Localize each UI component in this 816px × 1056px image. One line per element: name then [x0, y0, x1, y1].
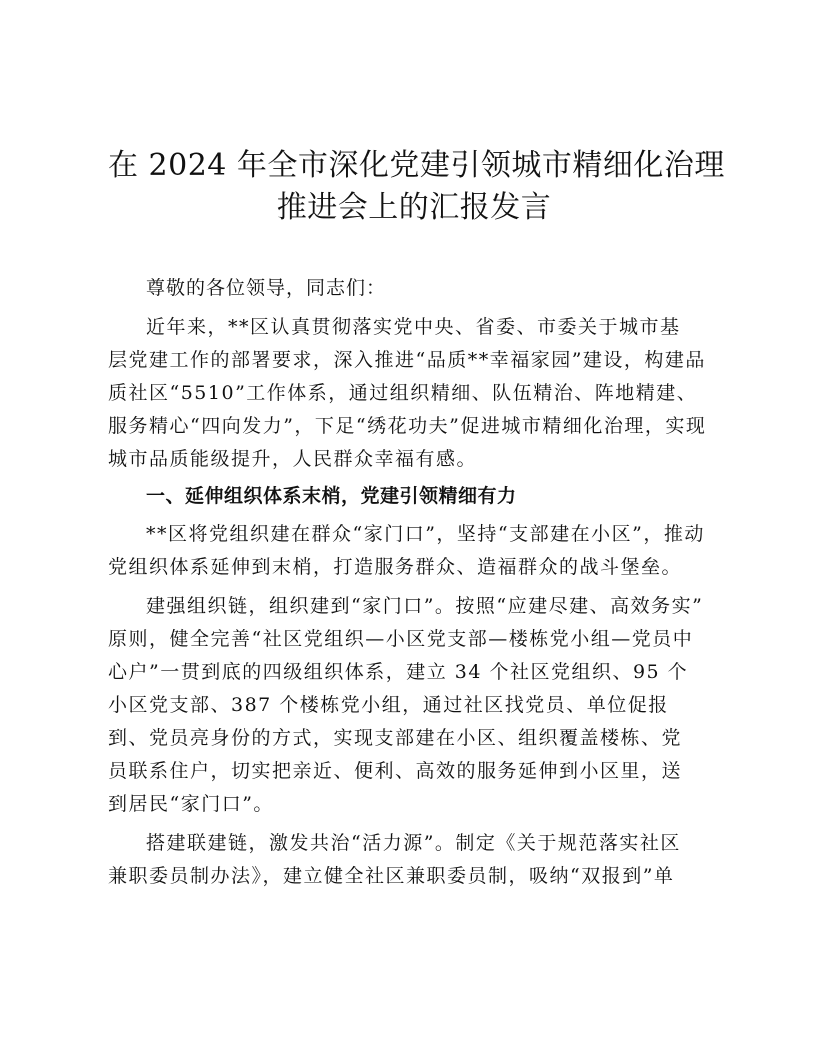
intro-line-2: 层党建工作的部署要求，深入推进“品质**幸福家园”建设，构建品 — [108, 349, 706, 371]
section-1-intro-line-2: 党组织体系延伸到末梢，打造服务群众、造福群众的战斗堡垒。 — [108, 556, 683, 578]
document-page — [108, 145, 725, 893]
section-1-intro-paragraph — [108, 518, 720, 584]
title-line-1: 在 2024 年全市深化党建引领城市精细化治理 — [108, 148, 725, 183]
section-1-paragraph-3 — [108, 827, 720, 893]
intro-line-3: 质社区“5510”工作体系，通过组织精细、队伍精治、阵地精建、 — [108, 382, 698, 404]
section-1-paragraph-2 — [108, 590, 720, 821]
section-1-para3-line-2: 兼职委员制办法》，建立健全社区兼职委员制，吸纳“双报到”单 — [108, 865, 675, 887]
intro-line-5: 城市品质能级提升，人民群众幸福有感。 — [108, 448, 478, 470]
title-line-2: 推进会上的汇报发言 — [276, 190, 552, 225]
section-1-para2-line-5: 到、党员亮身份的方式，实现支部建在小区、组织覆盖楼栋、党 — [108, 727, 683, 749]
salutation: 尊敬的各位领导，同志们： — [146, 277, 387, 299]
document-title — [108, 145, 725, 229]
section-1-para2-line-6: 员联系住户，切实把亲近、便利、高效的服务延伸到小区里，送 — [108, 760, 683, 782]
section-1-para2-line-7: 到居民“家门口”。 — [108, 793, 274, 815]
section-1-intro-line-1: **区将党组织建在群众“家门口”，坚持“支部建在小区”，推动 — [146, 523, 705, 545]
intro-line-1: 近年来，**区认真贯彻落实党中央、省委、市委关于城市基 — [146, 316, 681, 338]
section-1-para2-line-1: 建强组织链，组织建到“家门口”。按照“应建尽建、高效务实” — [146, 595, 704, 617]
section-1-para2-line-3: 心户”一贯到底的四级组织体系，建立 34 个社区党组织、95 个 — [108, 661, 689, 683]
intro-paragraph — [108, 311, 720, 476]
section-1-para2-line-2: 原则，健全完善“社区党组织—小区党支部—楼栋党小组—党员中 — [108, 628, 694, 650]
intro-line-4: 服务精心“四向发力”，下足“绣花功夫”促进城市精细化治理，实现 — [108, 415, 707, 437]
section-1-para2-line-4: 小区党支部、387 个楼栋党小组，通过社区找党员、单位促报 — [108, 694, 669, 716]
section-1-heading: 一、延伸组织体系末梢，党建引领精细有力 — [146, 485, 517, 507]
section-1-para3-line-1: 搭建联建链，激发共治“活力源”。制定《关于规范落实社区 — [146, 832, 681, 854]
